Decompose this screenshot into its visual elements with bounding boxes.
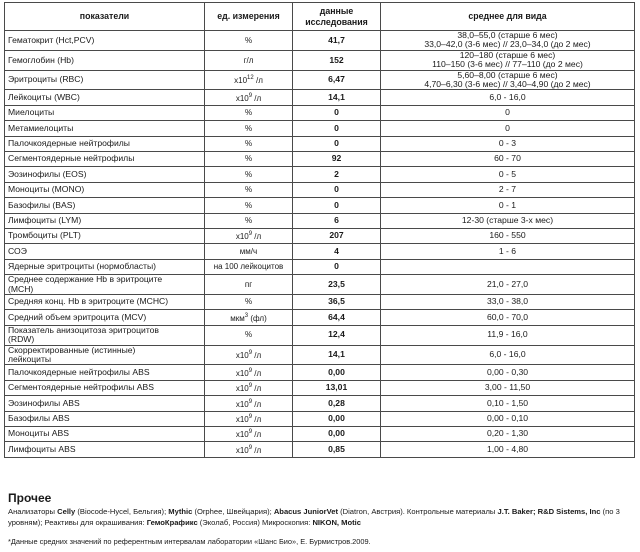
- unit-cell: [205, 228, 293, 243]
- reference-range: [381, 198, 635, 213]
- reference-range: [381, 325, 635, 345]
- unit-suffix: /л: [254, 368, 262, 378]
- result-value: 6,47: [293, 70, 381, 90]
- result-value: 0: [293, 198, 381, 213]
- unit-base: х10: [235, 93, 249, 103]
- unit-cell: [205, 345, 293, 365]
- parameter-name-line: Средний объем эритроцита (MCV): [8, 311, 147, 322]
- parameter-name: [5, 345, 205, 365]
- table-row: [5, 167, 635, 182]
- parameter-name-line: (MCH): [8, 283, 34, 294]
- equipment-brand: ГемоКрафикс: [146, 517, 198, 527]
- table-row: [5, 90, 635, 105]
- reference-range: [381, 121, 635, 136]
- unit-cell: [205, 259, 293, 274]
- result-value: 13,01: [293, 380, 381, 395]
- unit-exponent: 9: [248, 398, 253, 405]
- unit-base: %: [244, 216, 253, 226]
- result-value: 64,4: [293, 310, 381, 325]
- reference-range-line: 0,00 - 0,30: [486, 366, 529, 377]
- parameter-name-line: Гемоглобин (Hb): [8, 54, 74, 65]
- unit-cell: [205, 31, 293, 51]
- unit-cell: [205, 275, 293, 295]
- parameter-name: [5, 228, 205, 243]
- parameter-name-line: Метамиелоциты: [8, 122, 74, 133]
- unit-cell: [205, 294, 293, 309]
- parameter-name: [5, 90, 205, 105]
- table-row: [5, 50, 635, 70]
- unit-base: %: [244, 139, 253, 149]
- parameter-name: [5, 259, 205, 274]
- reference-range-line: 38,0–55,0 (старше 6 мес): [457, 30, 558, 40]
- equipment-text: (Эколаб, Россия) Микроскопия:: [197, 517, 313, 527]
- table-header-row: [5, 3, 635, 31]
- table-row: [5, 228, 635, 243]
- reference-range-line: 6,0 - 16,0: [489, 349, 526, 360]
- reference-range-line: 21,0 - 27,0: [486, 278, 529, 289]
- result-value: 14,1: [293, 345, 381, 365]
- parameter-name: [5, 121, 205, 136]
- unit-cell: [205, 213, 293, 228]
- parameter-name: [5, 244, 205, 259]
- result-value: 0: [293, 182, 381, 197]
- parameter-name: [5, 325, 205, 345]
- parameter-name-line: Среднее содержание Hb в эритроците: [8, 274, 163, 285]
- unit-exponent: 9: [248, 429, 253, 436]
- reference-range: [381, 228, 635, 243]
- reference-range: [381, 310, 635, 325]
- other-section-title: Прочее: [8, 491, 52, 505]
- parameter-name: [5, 105, 205, 120]
- parameter-name-line: Базофилы (BAS): [8, 199, 76, 210]
- result-value: 207: [293, 228, 381, 243]
- equipment-brand: Celly: [57, 507, 76, 516]
- unit-base: г/л: [243, 55, 254, 65]
- unit-cell: [205, 426, 293, 441]
- footnote: *Данные средних значений по референтным интервалам лаборатории «Шанс Био», Е. Бурмистров.2009.: [8, 537, 371, 546]
- result-value: 0: [293, 121, 381, 136]
- parameter-name: [5, 411, 205, 426]
- parameter-name: [5, 275, 205, 295]
- result-value: 4: [293, 244, 381, 259]
- reference-range-line: 11,9 - 16,0: [487, 329, 528, 340]
- parameter-name: [5, 365, 205, 380]
- table-row: [5, 310, 635, 325]
- reference-range-line: 0 - 1: [498, 199, 517, 210]
- reference-range-line: 0 - 3: [498, 138, 517, 149]
- unit-base: пг: [244, 279, 253, 289]
- table-row: [5, 396, 635, 411]
- reference-range-line: 4,70–6,30 (3-6 мес) // 3,40–4,90 (до 2 мес): [424, 79, 591, 90]
- reference-range-line: 60,0 - 70,0: [486, 311, 529, 322]
- parameter-name-line: СОЭ: [8, 245, 27, 256]
- unit-base: х10: [235, 445, 249, 455]
- parameter-name-line: Гематокрит (Hct,PCV): [8, 34, 95, 45]
- parameter-name: [5, 136, 205, 151]
- parameter-name-line: (RDW): [8, 334, 35, 345]
- result-value: 92: [293, 152, 381, 167]
- unit-cell: [205, 50, 293, 70]
- reference-range-line: 0,00 - 0,10: [486, 413, 529, 423]
- result-value: 0: [293, 105, 381, 120]
- unit-cell: [205, 411, 293, 426]
- table-row: [5, 198, 635, 213]
- reference-range-line: 0,20 - 1,30: [486, 428, 529, 439]
- unit-cell: [205, 136, 293, 151]
- unit-cell: [205, 396, 293, 411]
- reference-range: [381, 213, 635, 228]
- unit-suffix: /л: [254, 430, 262, 440]
- reference-range: [381, 105, 635, 120]
- unit-cell: [205, 167, 293, 182]
- unit-suffix: /л: [254, 415, 262, 424]
- table-row: [5, 325, 635, 345]
- parameter-name-line: Эозинофилы ABS: [8, 397, 80, 408]
- unit-suffix: /л: [254, 232, 262, 242]
- reference-range-line: 160 - 550: [489, 230, 526, 241]
- unit-cell: [205, 365, 293, 380]
- unit-base: х10: [235, 430, 249, 440]
- parameter-name-line: Показатель анизоцитоза эритроцитов: [8, 325, 159, 335]
- reference-range: [381, 396, 635, 411]
- reference-range-line: 110–150 (3-6 мес) // 77–110 (до 2 мес): [432, 59, 583, 70]
- parameter-name-line: Моноциты ABS: [8, 428, 69, 439]
- unit-base: %: [244, 200, 253, 210]
- parameter-name: [5, 442, 205, 457]
- table-row: [5, 136, 635, 151]
- unit-base: х10: [235, 351, 249, 361]
- reference-range-line: 0 - 5: [498, 168, 517, 179]
- parameter-name: [5, 152, 205, 167]
- unit-suffix: (фл): [250, 313, 267, 323]
- table-row: [5, 442, 635, 457]
- reference-range: [381, 167, 635, 182]
- equipment-text: (Biocode-Hycel, Бельгия);: [75, 507, 169, 516]
- table-row: [5, 426, 635, 441]
- reference-range: [381, 31, 635, 51]
- parameter-name-line: Эозинофилы (EOS): [8, 168, 87, 179]
- unit-exponent: 9: [248, 383, 253, 390]
- table-body: [5, 31, 635, 458]
- unit-base: х10: [234, 76, 248, 86]
- unit-base: %: [244, 108, 253, 118]
- unit-base: %: [244, 169, 253, 179]
- table-row: [5, 152, 635, 167]
- unit-cell: [205, 152, 293, 167]
- result-value: 41,7: [293, 31, 381, 51]
- unit-exponent: 12: [247, 75, 254, 82]
- parameter-name-line: Базофилы ABS: [8, 413, 70, 423]
- unit-cell: [205, 182, 293, 197]
- parameter-name: [5, 198, 205, 213]
- parameter-name-line: Миелоциты: [8, 107, 55, 118]
- unit-exponent: 3: [244, 312, 249, 319]
- parameter-name: [5, 70, 205, 90]
- parameter-name-line: Средняя конц. Hb в эритроците (MCHC): [8, 296, 169, 307]
- unit-cell: [205, 310, 293, 325]
- equipment-text: (по 3 уровням); Реактивы для окрашивания:: [8, 507, 620, 527]
- unit-cell: [205, 244, 293, 259]
- unit-cell: [205, 70, 293, 90]
- unit-suffix: /л: [254, 93, 262, 103]
- unit-base: мм/ч: [239, 246, 258, 256]
- reference-range: [381, 380, 635, 395]
- table-row: [5, 411, 635, 426]
- reference-range-line: 1,00 - 4,80: [486, 443, 529, 454]
- reference-range: [381, 152, 635, 167]
- unit-base: %: [244, 185, 253, 195]
- header-unit: ед. измерения: [205, 3, 293, 31]
- unit-suffix: /л: [255, 76, 263, 86]
- unit-base: %: [244, 330, 253, 340]
- unit-exponent: 9: [248, 92, 253, 99]
- unit-base: %: [244, 123, 253, 133]
- equipment-brand: Abacus JuniorVet: [273, 507, 338, 516]
- reference-range: [381, 90, 635, 105]
- parameter-name-line: Сегментоядерные нейтрофилы: [8, 153, 135, 164]
- parameter-name-line: Скорректированные (истинные): [8, 345, 136, 355]
- table-row: [5, 244, 635, 259]
- reference-range-line: 1 - 6: [498, 245, 517, 256]
- result-value: 14,1: [293, 90, 381, 105]
- reference-range: [381, 426, 635, 441]
- unit-base: х10: [235, 399, 249, 409]
- reference-range-line: 33,0 - 38,0: [486, 296, 529, 307]
- reference-range: [381, 294, 635, 309]
- table-row: [5, 380, 635, 395]
- reference-range: [381, 365, 635, 380]
- table-row: [5, 182, 635, 197]
- reference-range: [381, 345, 635, 365]
- unit-suffix: /л: [254, 445, 262, 455]
- equipment-brand: NIKON, Motic: [312, 517, 361, 527]
- equipment-text: (Diatron, Австрия). Контрольные материалы: [337, 507, 498, 516]
- reference-range-line: 120–180 (старше 6 мес): [459, 50, 556, 60]
- result-value: 0,00: [293, 365, 381, 380]
- header-value-line2: исследования: [305, 16, 368, 27]
- unit-exponent: 9: [248, 367, 253, 374]
- reference-range: [381, 136, 635, 151]
- parameter-name-line: лейкоциты: [8, 353, 52, 364]
- unit-cell: [205, 90, 293, 105]
- parameter-name-line: Тромбоциты (PLT): [8, 230, 81, 241]
- unit-cell: [205, 442, 293, 457]
- unit-base: х10: [235, 415, 249, 424]
- reference-range-line: 5,60–8,00 (старше 6 мес): [457, 70, 558, 80]
- header-parameter: показатели: [5, 3, 205, 31]
- reference-range: [381, 70, 635, 90]
- parameter-name-line: Моноциты (MONO): [8, 184, 85, 195]
- table-row: [5, 294, 635, 309]
- equipment-description: [8, 507, 636, 528]
- parameter-name: [5, 182, 205, 197]
- parameter-name: [5, 50, 205, 70]
- table-row: [5, 365, 635, 380]
- unit-cell: [205, 325, 293, 345]
- parameter-name: [5, 310, 205, 325]
- result-value: 36,5: [293, 294, 381, 309]
- reference-range-line: 0: [505, 122, 510, 133]
- unit-base: х10: [235, 384, 249, 394]
- unit-base: на 100 лейкоцитов: [213, 262, 284, 272]
- reference-range: [381, 182, 635, 197]
- equipment-brand: J.T. Baker; R&D Sistems, Inc: [497, 507, 601, 516]
- result-value: 0: [293, 259, 381, 274]
- unit-cell: [205, 198, 293, 213]
- unit-base: %: [244, 154, 253, 164]
- parameter-name: [5, 396, 205, 411]
- parameter-name-line: Лейкоциты (WBC): [8, 91, 80, 102]
- parameter-name: [5, 294, 205, 309]
- result-value: 0,00: [293, 411, 381, 426]
- parameter-name: [5, 380, 205, 395]
- table-row: [5, 121, 635, 136]
- table-row: [5, 213, 635, 228]
- table-row: [5, 275, 635, 295]
- header-value: [293, 3, 381, 31]
- table-row: [5, 345, 635, 365]
- unit-base: х10: [235, 368, 249, 378]
- result-value: 2: [293, 167, 381, 182]
- parameter-name-line: Ядерные эритроциты (нормобласты): [8, 261, 157, 272]
- result-value: 0,85: [293, 442, 381, 457]
- reference-range-line: 0,10 - 1,50: [486, 397, 529, 408]
- table-row: [5, 70, 635, 90]
- reference-range-line: 0: [505, 107, 510, 118]
- reference-range-line: 60 - 70: [494, 153, 521, 164]
- unit-cell: [205, 105, 293, 120]
- reference-range: [381, 411, 635, 426]
- reference-range: [381, 442, 635, 457]
- reference-range: [381, 244, 635, 259]
- unit-exponent: 9: [248, 231, 253, 238]
- unit-suffix: /л: [254, 384, 262, 394]
- result-value: 0,28: [293, 396, 381, 411]
- parameter-name-line: Сегментоядерные нейтрофилы ABS: [8, 382, 154, 393]
- result-value: 0: [293, 136, 381, 151]
- table-row: [5, 259, 635, 274]
- unit-base: мкм: [230, 313, 245, 323]
- table-row: [5, 105, 635, 120]
- table-row: [5, 31, 635, 51]
- reference-range-line: 2 - 7: [498, 184, 517, 195]
- parameter-name-line: Палочкоядерные нейтрофилы ABS: [8, 366, 150, 377]
- parameter-name: [5, 213, 205, 228]
- parameter-name: [5, 167, 205, 182]
- reference-range: [381, 259, 635, 274]
- reference-range-line: 12-30 (старше 3-х мес): [461, 215, 554, 226]
- unit-exponent: 9: [248, 350, 253, 357]
- result-value: 12,4: [293, 325, 381, 345]
- parameter-name-line: Эритроциты (RBC): [8, 74, 84, 85]
- unit-base: %: [244, 297, 253, 307]
- blood-test-table: [4, 2, 635, 458]
- reference-range-line: 33,0–42,0 (3-6 мес) // 23,0–34,0 (до 2 мес): [424, 39, 591, 50]
- parameter-name-line: Лимфоциты (LYM): [8, 215, 82, 226]
- parameter-name: [5, 31, 205, 51]
- unit-base: х10: [235, 232, 249, 242]
- reference-range-line: 6,0 - 16,0: [489, 91, 526, 102]
- reference-range: [381, 50, 635, 70]
- reference-range: [381, 275, 635, 295]
- result-value: 152: [293, 50, 381, 70]
- unit-suffix: /л: [254, 351, 262, 361]
- equipment-brand: Mythic: [168, 507, 193, 516]
- parameter-name: [5, 426, 205, 441]
- parameter-name-line: Палочкоядерные нейтрофилы: [8, 138, 130, 149]
- unit-base: %: [244, 35, 253, 45]
- header-reference: среднее для вида: [381, 3, 635, 31]
- reference-range-line: 3,00 - 11,50: [484, 382, 531, 393]
- header-value-line1: данные: [319, 5, 354, 16]
- result-value: 0,00: [293, 426, 381, 441]
- unit-cell: [205, 121, 293, 136]
- unit-exponent: 9: [248, 414, 253, 420]
- result-value: 23,5: [293, 275, 381, 295]
- result-value: 6: [293, 213, 381, 228]
- unit-cell: [205, 380, 293, 395]
- unit-suffix: /л: [254, 399, 262, 409]
- equipment-text: Анализаторы: [8, 507, 58, 516]
- equipment-text: (Orphee, Швейцария);: [192, 507, 274, 516]
- parameter-name-line: Лимфоциты ABS: [8, 443, 76, 454]
- unit-exponent: 9: [248, 444, 253, 451]
